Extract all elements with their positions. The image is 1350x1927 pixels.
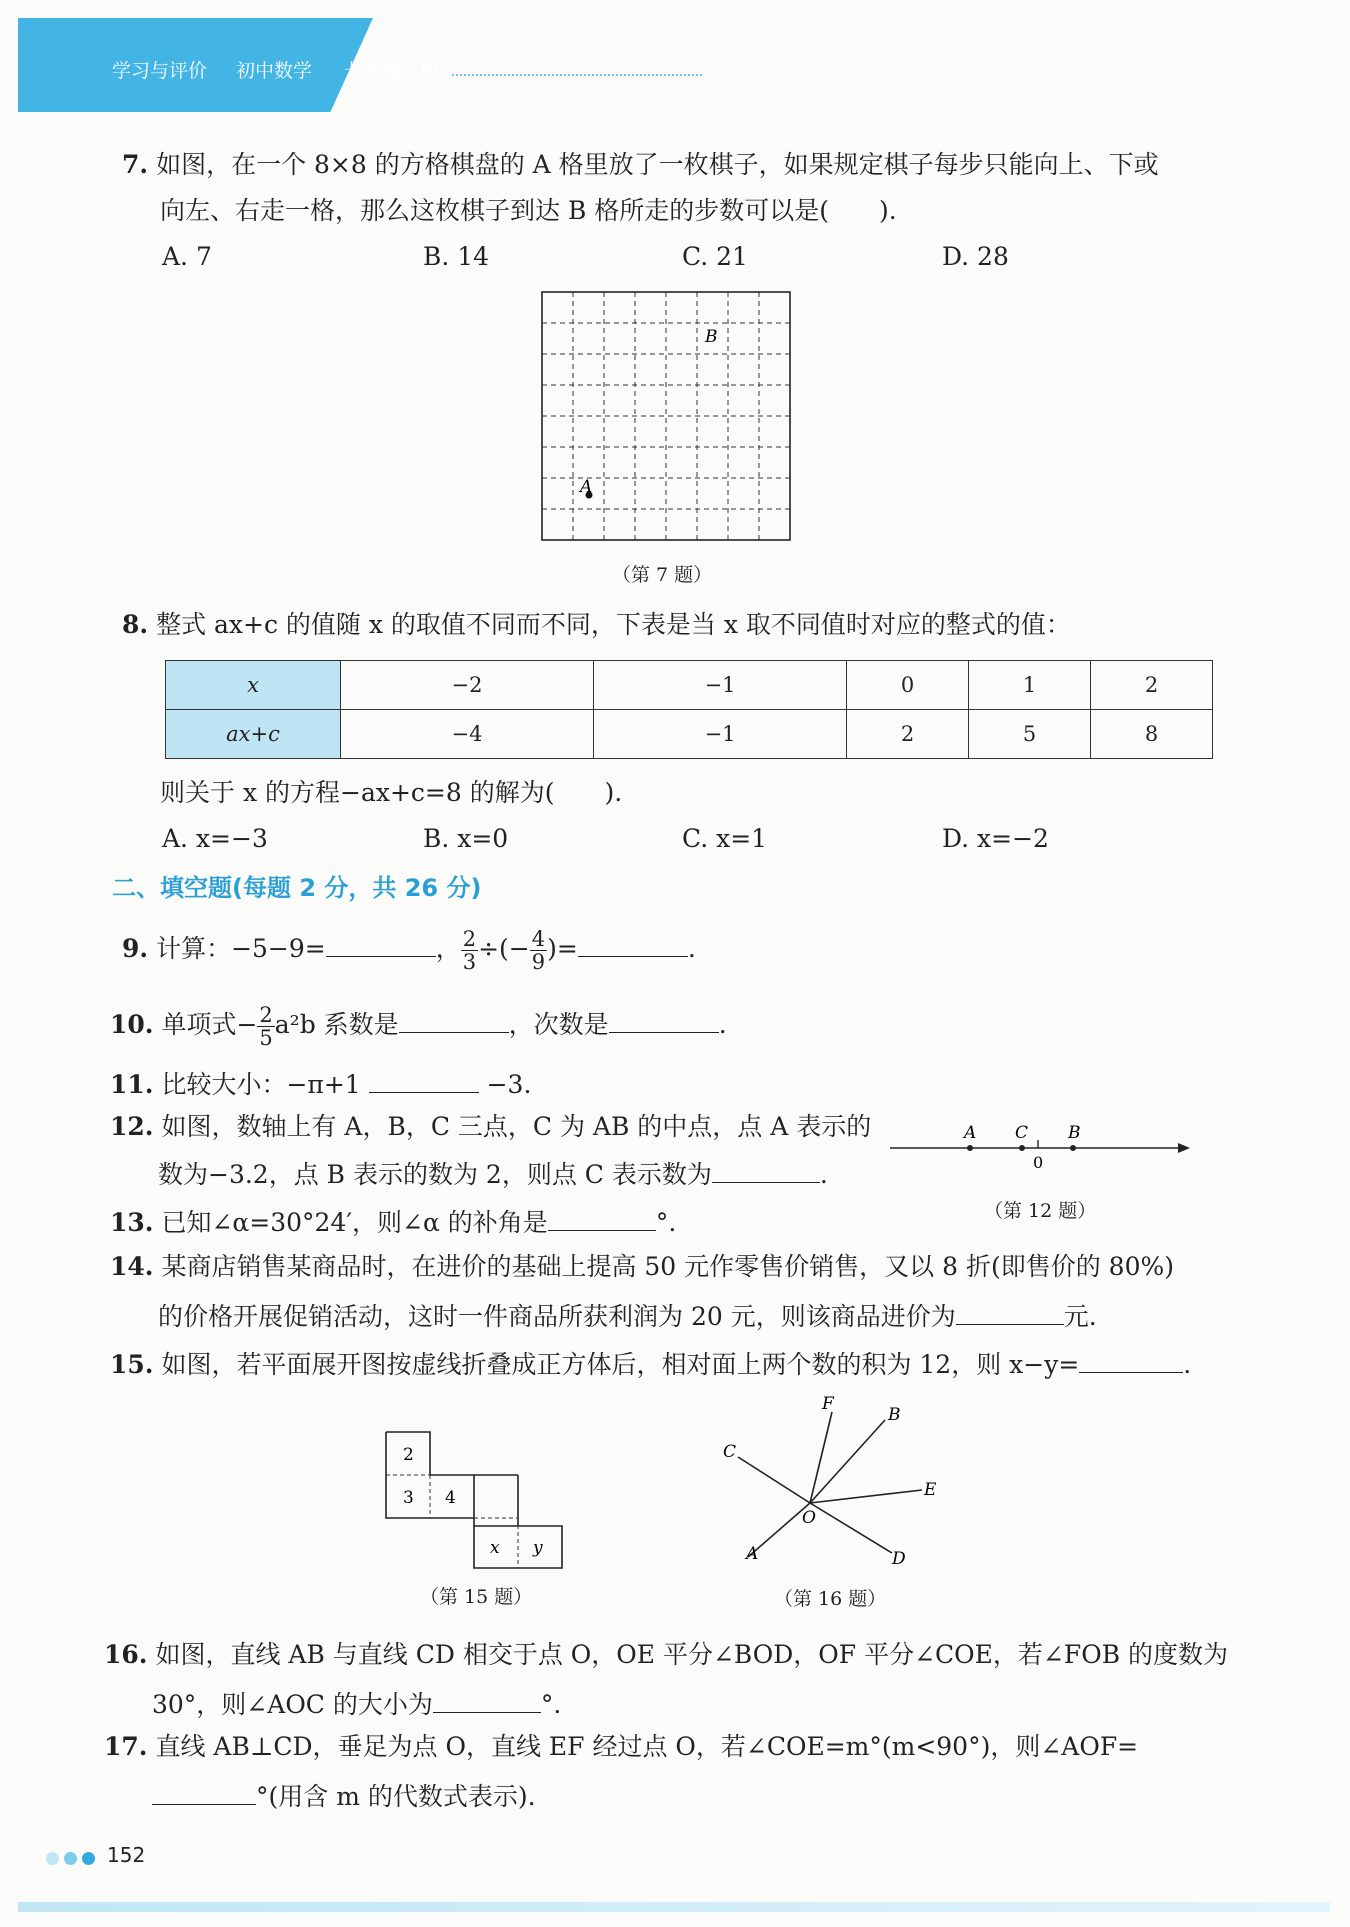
q10-var: a²b 系数是	[274, 1010, 399, 1039]
footer-dot-3	[82, 1852, 95, 1865]
label-a: A	[580, 477, 593, 497]
q8-text-line1: 整式 ax+c 的值随 x 的取值不同而不同，下表是当 x 取不同值时对应的整式的值：	[156, 610, 1071, 639]
q12-caption: （第 12 题）	[984, 1200, 1097, 1222]
q14-end: 元.	[1063, 1302, 1097, 1331]
q9-prefix: 计算：−5−9=	[156, 934, 326, 963]
q16-line2	[152, 1686, 561, 1720]
number-line-arrow-icon	[1178, 1143, 1190, 1153]
q15-line1	[110, 1346, 1191, 1380]
q16-blank[interactable]	[433, 1686, 541, 1713]
chessboard-grid	[542, 292, 790, 540]
q12-line1	[110, 1112, 871, 1142]
cube-cell-2: 2	[403, 1445, 414, 1465]
q9-op: ÷(−	[478, 934, 530, 963]
q17-line2	[152, 1778, 536, 1812]
table-cell: 8	[1091, 710, 1213, 759]
table-row	[166, 661, 1213, 710]
point-b	[1070, 1145, 1076, 1151]
q9-fraction-2: $\frac{4}{9}$	[531, 927, 546, 974]
cube-cell-x: x	[490, 1538, 500, 1558]
q14-line2	[158, 1298, 1097, 1332]
q9-blank-2[interactable]	[578, 930, 688, 957]
fig16-label-f: F	[822, 1395, 834, 1414]
q10-fraction: $\frac{2}{5}$	[259, 1003, 273, 1050]
label-b: B	[705, 327, 718, 347]
table-cell: 1	[969, 661, 1091, 710]
q9-end: .	[687, 934, 696, 963]
q11-prefix: 比较大小：−π+1	[161, 1070, 361, 1099]
q9-line	[122, 928, 696, 973]
q12-text-line2: 数为−3.2，点 B 表示的数为 2，则点 C 表示数为	[158, 1160, 712, 1189]
q7-option-b: B. 14	[423, 242, 490, 271]
q13-blank[interactable]	[548, 1204, 656, 1231]
table-cell: −1	[594, 661, 847, 710]
q16-text-line2: 30°，则∠AOC 的大小为	[152, 1690, 433, 1719]
table-cell: 2	[847, 710, 969, 759]
q10-number: 10.	[110, 1010, 154, 1039]
q12-text-line1: 如图，数轴上有 A，B，C 三点，C 为 AB 的中点，点 A 表示的	[161, 1112, 872, 1141]
q11-blank[interactable]	[369, 1066, 479, 1093]
q14-line1	[110, 1252, 1174, 1282]
table-cell: 0	[847, 661, 969, 710]
fig16-label-b: B	[888, 1405, 901, 1425]
q10-blank-1[interactable]	[399, 1006, 509, 1033]
footer-dot-1	[46, 1852, 59, 1865]
q14-number: 14.	[110, 1252, 154, 1281]
table-row	[166, 710, 1213, 759]
q17-number: 17.	[104, 1732, 148, 1761]
fig16-label-c: C	[723, 1442, 737, 1462]
q7-text-line2: 向左、右走一格，那么这枚棋子到达 B 格所走的步数可以是( ).	[160, 196, 897, 225]
q9-number: 9.	[122, 934, 149, 963]
header-grade: 七年级上册	[344, 60, 440, 82]
fig16-label-o: O	[802, 1508, 816, 1528]
table-cell: −1	[594, 710, 847, 759]
q17-line1	[104, 1732, 1138, 1762]
fig16-caption: （第 16 题）	[774, 1588, 887, 1610]
q15-text-line1: 如图，若平面展开图按虚线折叠成正方体后，相对面上两个数的积为 12，则 x−y=	[161, 1350, 1080, 1379]
q9-blank-1[interactable]	[326, 930, 436, 957]
q16-number: 16.	[104, 1640, 148, 1669]
table-cell: −2	[341, 661, 594, 710]
q16-end: °.	[540, 1690, 562, 1719]
point-a	[967, 1145, 973, 1151]
q8-number: 8.	[122, 610, 149, 639]
q14-blank[interactable]	[956, 1298, 1064, 1325]
q7-caption: （第 7 题）	[612, 564, 713, 586]
q10-blank-2[interactable]	[609, 1006, 719, 1033]
fig16-label-d: D	[892, 1549, 906, 1569]
q12-line2	[158, 1156, 828, 1190]
q15-end: .	[1183, 1350, 1192, 1379]
q8-line1	[122, 610, 1071, 640]
q11-line	[110, 1066, 531, 1100]
chessboard-figure	[540, 290, 792, 542]
point-c	[1019, 1145, 1025, 1151]
angle-figure	[720, 1395, 940, 1575]
q8-option-c: C. x=1	[682, 824, 768, 853]
q8-option-a: A. x=−3	[162, 824, 268, 853]
q7-line1	[122, 150, 1159, 180]
table-cell: 2	[1091, 661, 1213, 710]
q9-sep: ，	[435, 934, 461, 963]
q13-end: °.	[655, 1208, 677, 1237]
cube-cell-4: 4	[445, 1488, 456, 1508]
axis-label-c: C	[1015, 1123, 1029, 1143]
q7-text-line1: 如图，在一个 8×8 的方格棋盘的 A 格里放了一枚棋子，如果规定棋子每步只能向上、下或	[156, 150, 1159, 179]
q7-option-c: C. 21	[682, 242, 748, 271]
q8-value-table	[165, 660, 1213, 759]
page-number: 152	[107, 1843, 146, 1867]
q17-blank[interactable]	[152, 1778, 256, 1805]
q8-text-line2: 则关于 x 的方程−ax+c=8 的解为( ).	[160, 778, 623, 807]
q9-fraction-1: $\frac{2}{3}$	[462, 927, 477, 974]
q9-close: )=	[547, 934, 578, 963]
cube-cell-3: 3	[403, 1488, 414, 1508]
header-book-series: 学习与评价	[112, 60, 208, 82]
number-line-figure	[885, 1120, 1195, 1180]
q7-option-a: A. 7	[162, 242, 212, 271]
footer-bar	[18, 1902, 1330, 1912]
q8-option-d: D. x=−2	[942, 824, 1049, 853]
q7-number: 7.	[122, 150, 149, 179]
q10-prefix: 单项式−	[161, 1010, 258, 1039]
cube-net-figure	[382, 1428, 568, 1574]
q17-text-line2: °(用含 m 的代数式表示).	[256, 1782, 536, 1811]
q8-option-b: B. x=0	[423, 824, 509, 853]
footer-dot-2	[64, 1852, 77, 1865]
table-cell: −4	[341, 710, 594, 759]
table-cell: 5	[969, 710, 1091, 759]
q15-number: 15.	[110, 1350, 154, 1379]
table-header-x: x	[166, 661, 341, 710]
q11-number: 11.	[110, 1070, 154, 1099]
header-dotted-line	[452, 74, 702, 76]
q15-caption: （第 15 题）	[420, 1586, 533, 1608]
fig16-label-e: E	[924, 1480, 937, 1500]
axis-label-zero: 0	[1033, 1153, 1044, 1172]
cube-cell-y: y	[533, 1538, 543, 1558]
q16-line1	[104, 1640, 1228, 1670]
q12-number: 12.	[110, 1112, 154, 1141]
q13-prefix: 已知∠α=30°24′，则∠α 的补角是	[161, 1208, 548, 1237]
q15-blank[interactable]	[1079, 1346, 1183, 1373]
fig16-label-a: A	[746, 1544, 759, 1564]
angle-lines	[738, 1412, 922, 1557]
q14-text-line1: 某商店销售某商品时，在进价的基础上提高 50 元作零售价销售，又以 8 折(即售价的 80%)	[161, 1252, 1174, 1281]
header-subject: 初中数学	[236, 60, 313, 82]
section-fill-in-title: 二、填空题(每题 2 分，共 26 分)	[112, 874, 482, 902]
q10-mid: ，次数是	[508, 1010, 609, 1039]
q12-end: .	[819, 1160, 828, 1189]
q13-number: 13.	[110, 1208, 154, 1237]
q16-text-line1: 如图，直线 AB 与直线 CD 相交于点 O，OE 平分∠BOD，OF 平分∠COE，若∠FOB 的度数为	[155, 1640, 1229, 1669]
table-header-expression: ax+c	[166, 710, 341, 759]
axis-label-a: A	[964, 1123, 977, 1143]
q7-option-d: D. 28	[942, 242, 1009, 271]
q10-end: .	[718, 1010, 727, 1039]
q13-line	[110, 1204, 676, 1238]
q12-blank[interactable]	[712, 1156, 820, 1183]
q14-text-line2: 的价格开展促销活动，这时一件商品所获利润为 20 元，则该商品进价为	[158, 1302, 956, 1331]
q11-end: −3.	[486, 1070, 532, 1099]
axis-label-b: B	[1068, 1123, 1081, 1143]
q17-text-line1: 直线 AB⊥CD，垂足为点 O，直线 EF 经过点 O，若∠COE=m°(m<90°)，则∠AOF=	[155, 1732, 1139, 1761]
q10-line	[110, 1004, 727, 1049]
